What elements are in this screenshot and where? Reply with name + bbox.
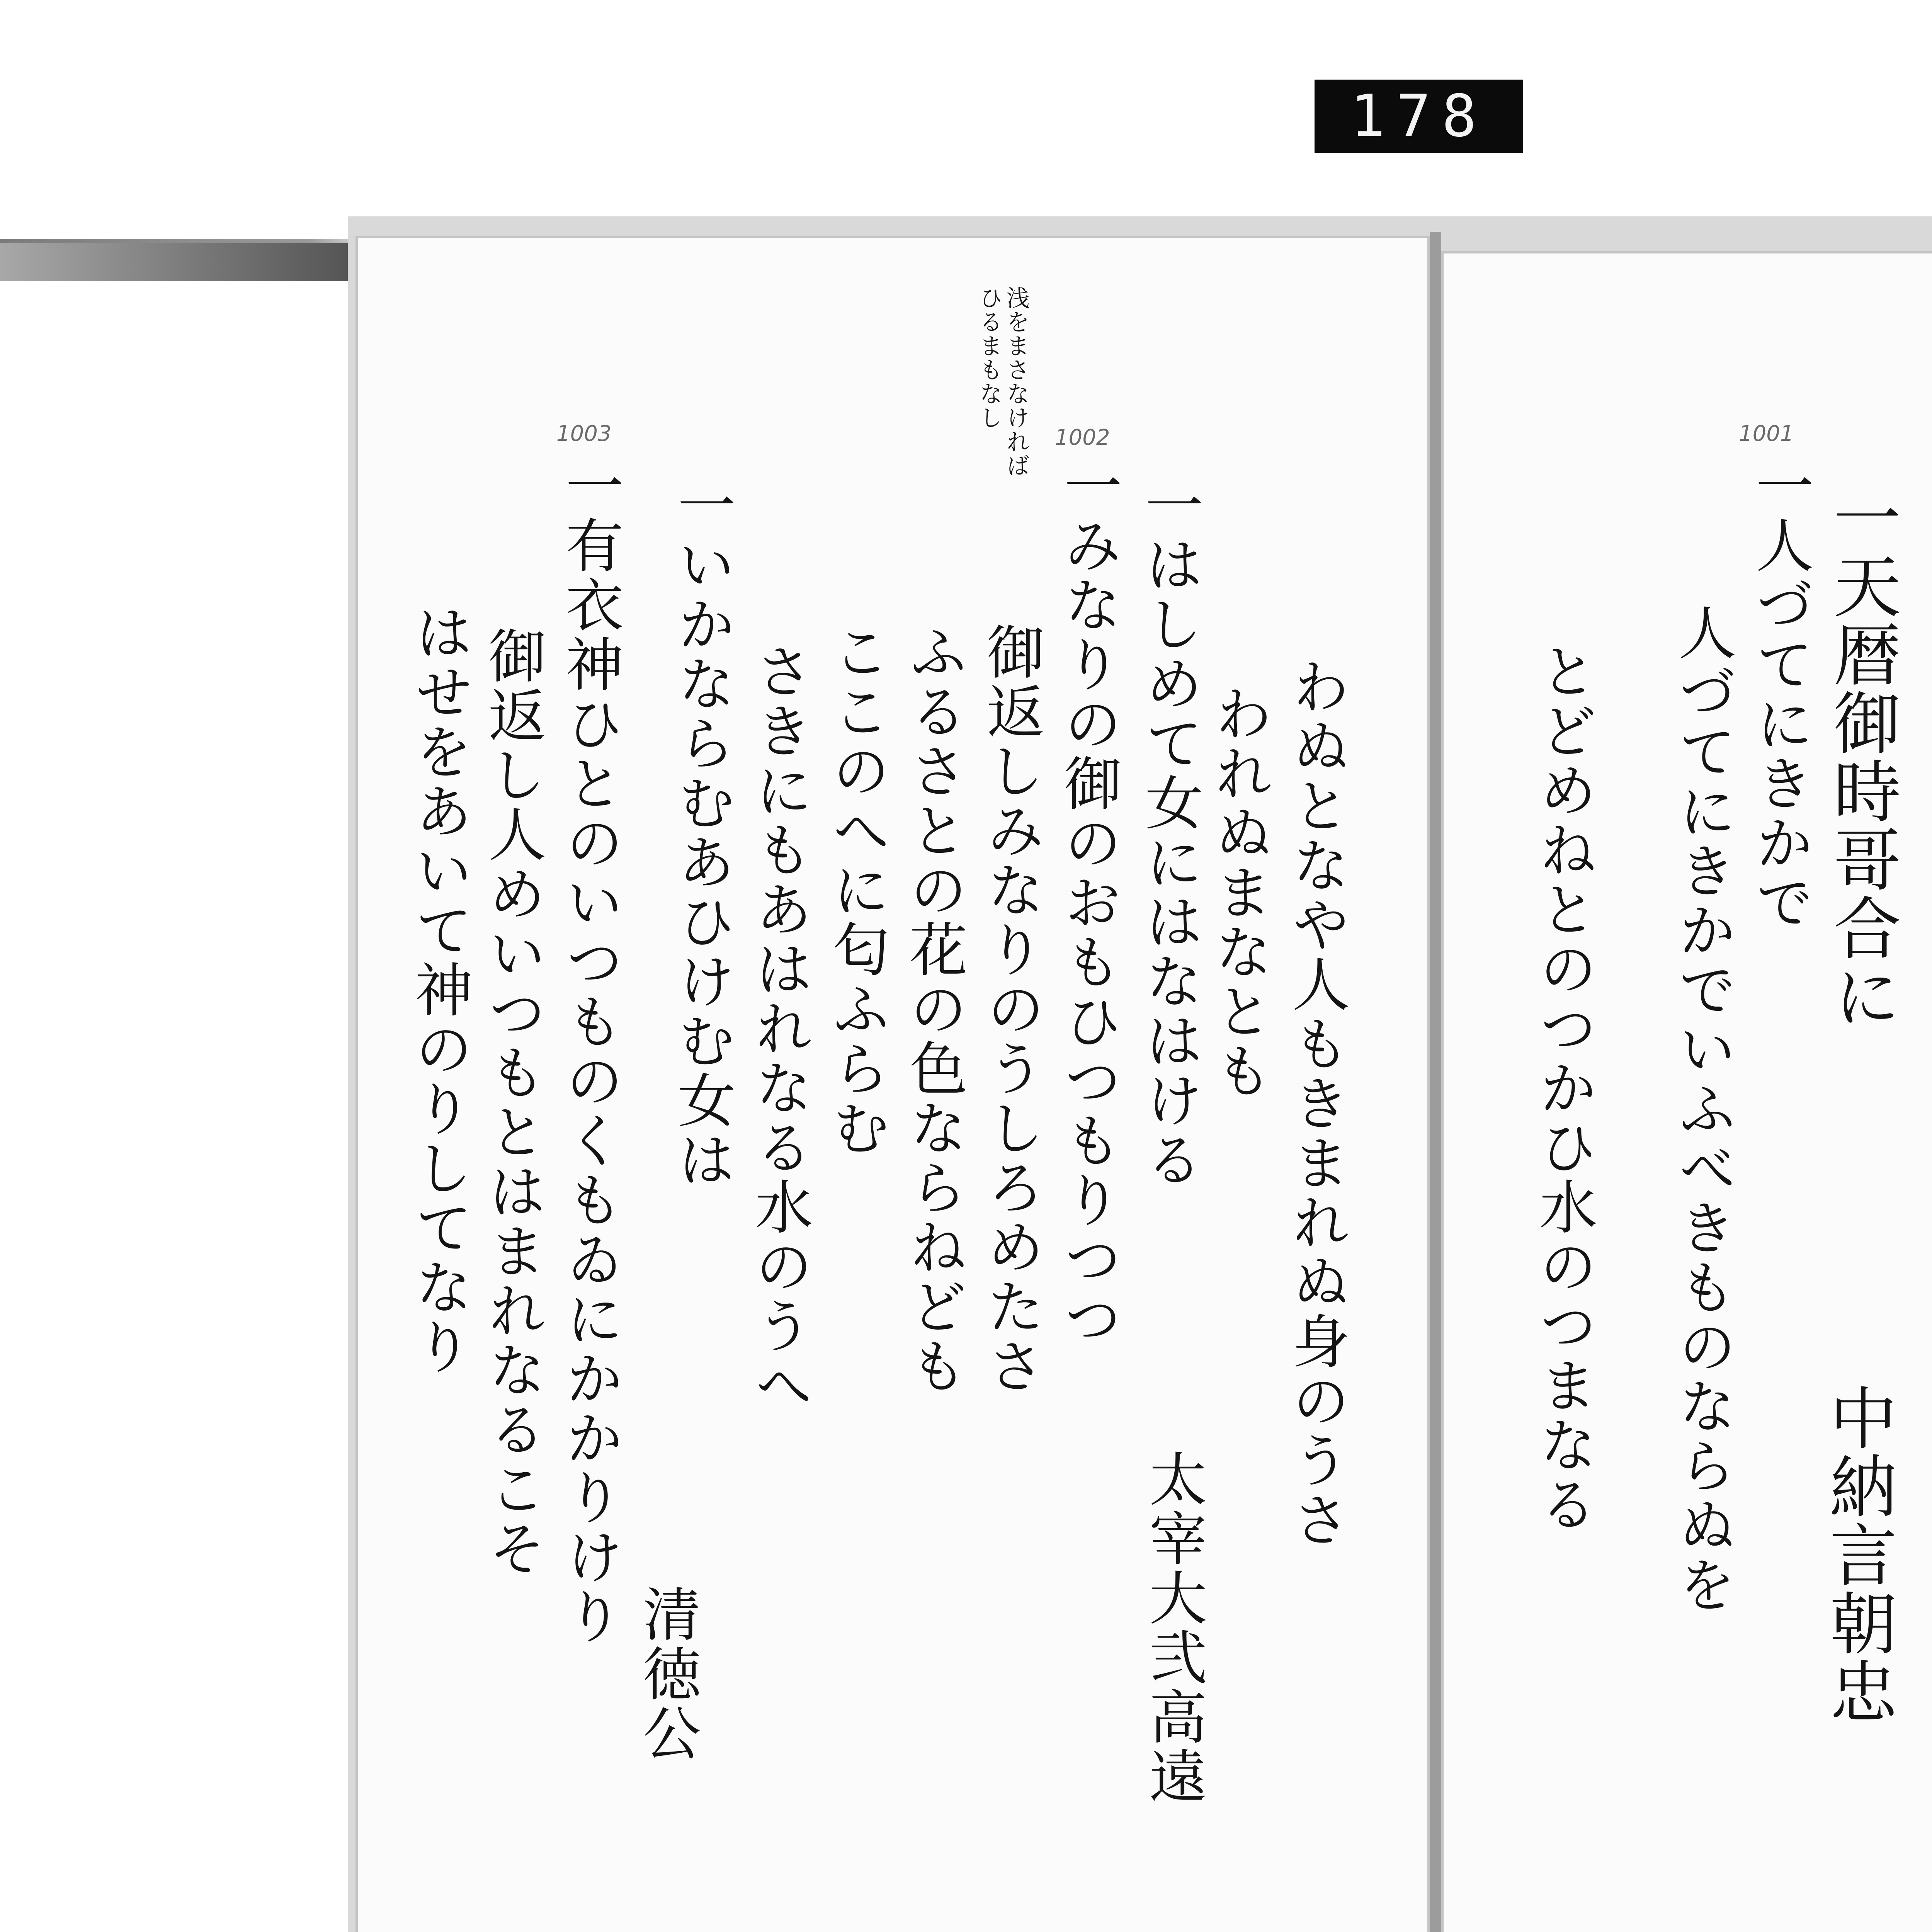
poem-number-1001: 1001 — [1739, 421, 1794, 446]
right-poem-1001-end: とどめねとのつかひ水のつまなる — [1529, 641, 1597, 1534]
left-author-2: 清徳公 — [633, 1584, 700, 1763]
left-poem-1003: 一有衣神ひとのいつものくもゐにかかりけり — [556, 456, 623, 1646]
book-gutter — [1430, 232, 1441, 1932]
left-note-1: 浅をまさなければ — [1003, 286, 1030, 478]
left-reply-1003: 御返し人めいつもとはまれなるこそ — [478, 626, 546, 1578]
left-col-7: ふるさとの花の色ならねども — [900, 622, 967, 1396]
film-frame-number: 178 — [1315, 80, 1523, 153]
left-col-9: さきにもあはれなる水のうへ — [745, 641, 812, 1415]
poem-number-1002: 1002 — [1055, 425, 1110, 450]
scanner-edge-shadow — [0, 243, 348, 281]
right-poem-1001-head: 一人づてにきかで — [1746, 456, 1813, 932]
poem-number-1003: 1003 — [556, 421, 612, 446]
left-col-14: はせをあいて神のりしてなり — [405, 603, 472, 1376]
left-author-1: 太宰大弐高遠 — [1139, 1449, 1206, 1806]
left-col-8: ここのへに匂ふらむ — [822, 622, 889, 1158]
left-col-2: われぬまなとも — [1205, 684, 1272, 1100]
left-note-2: ひるまもなし — [976, 286, 1003, 430]
left-poem-1002: 一みなりの御のおもひつもりつつ — [1054, 456, 1121, 1349]
left-col-1: わぬとなや人もきまれぬ身のうさ — [1282, 657, 1349, 1549]
right-poem-1001: 人づてにきかでいふべきものならぬを — [1668, 603, 1736, 1614]
right-author-2: 中納言朝忠 — [1818, 1383, 1897, 1725]
right-heading-utaawase: 一天暦御時哥合に — [1822, 483, 1901, 1030]
left-reply-1002: 御返しみなりのうしろめたさ — [977, 622, 1044, 1396]
left-heading-2: 一いかならむあひけむ女は — [668, 475, 735, 1189]
left-heading-1: 一はしめて女にはなはける — [1135, 475, 1202, 1189]
